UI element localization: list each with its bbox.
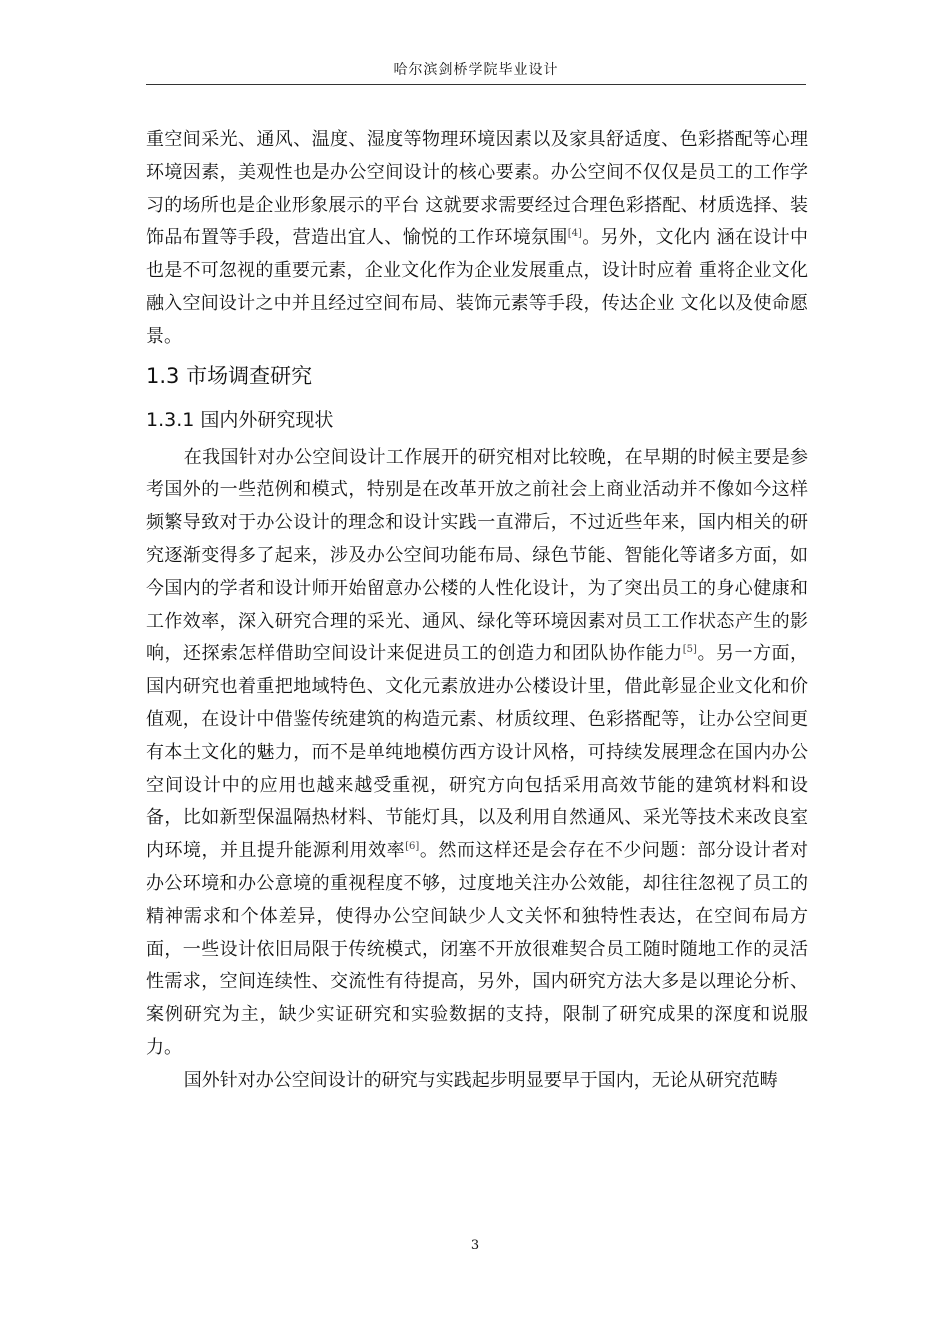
page-header: 哈尔滨剑桥学院毕业设计	[393, 62, 559, 78]
paragraph-1	[146, 124, 808, 354]
document-body	[146, 124, 808, 1098]
citation-4[interactable]: [4]	[567, 228, 582, 240]
subsection-heading: 1.3.1 国内外研究现状	[146, 408, 334, 431]
paragraph-2-part1: 在我国针对办公空间设计工作展开的研究相对比较晚，在早期的时候主要是参考国外的一些范例和模式，特别是在改革开放之前社会上商业活动并不像如今这样频繁导致对于办公设计的理念和设计实践一直滞后，不过近些年来，国内相关的研究逐渐变得多了起来，涉及办公空间功能布局、绿色节能、智能化等诸多方面，如今国内的学者和设计师开始留意办公楼的人性化设计，为了突出员工的身心健康和工作效率，深入研究合理的采光、通风、绿化等环境因素对员工工作状态产生的影响，还探索怎样借助空间设计来促进员工的创造力和团队协作能力	[146, 446, 808, 665]
paragraph-1-after: 。另外，文化内 涵在设计中也是不可忽视的重要元素，企业文化作为企业发展重点，设计时应着 重将企业文化融入空间设计之中并且经过空间布局、装饰元素等手段，传达企业 文化以及使命愿景。	[146, 227, 808, 347]
section-heading: 1.3 市场调查研究	[146, 363, 313, 388]
page-number: 3	[470, 1238, 480, 1253]
citation-5[interactable]: [5]	[682, 644, 697, 656]
header-rule	[146, 84, 806, 85]
citation-6[interactable]: [6]	[405, 841, 420, 853]
paragraph-1-text: 重空间采光、通风、温度、湿度等物理环境因素以及家具舒适度、色彩搭配等心理环境因素，美观性也是办公空间设计的核心要素。办公空间不仅仅是员工的工作学习的场所也是企业形象展示的平台 这就要求需要经过合理色彩搭配、材质选择、装饰品布置等手段，营造出宜人、愉悦的工作环境氛围	[146, 129, 808, 249]
paragraph-3: 国外针对办公空间设计的研究与实践起步明显要早于国内，无论从研究范畴	[183, 1069, 778, 1091]
paragraph-2	[146, 442, 808, 1065]
paragraph-2-part3: 。然而这样还是会存在不少问题：部分设计者对办公环境和办公意境的重视程度不够，过度地关注办公效能，却往往忽视了员工的精神需求和个体差异，使得办公空间缺少人文关怀和独特性表达，在空间布局方面，一些设计依旧局限于传统模式，闭塞不开放很难契合员工随时随地工作的灵活性需求，空间连续性、交流性有待提高，另外，国内研究方法大多是以理论分析、案例研究为主，缺少实证研究和实验数据的支持，限制了研究成果的深度和说服力。	[146, 840, 809, 1058]
paragraph-2-part2: 。另一方面，国内研究也着重把地域特色、文化元素放进办公楼设计里，借此彰显企业文化和价值观，在设计中借鉴传统建筑的构造元素、材质纹理、色彩搭配等，让办公空间更有本土文化的魅力，而不是单纯地模仿西方设计风格，可持续发展理念在国内办公空间设计中的应用也越来越受重视，研究方向包括采用高效节能的建筑材料和设备，比如新型保温隔热材料、节能灯具，以及利用自然通风、采光等技术来改良室内环境，并且提升能源利用效率	[146, 643, 809, 862]
